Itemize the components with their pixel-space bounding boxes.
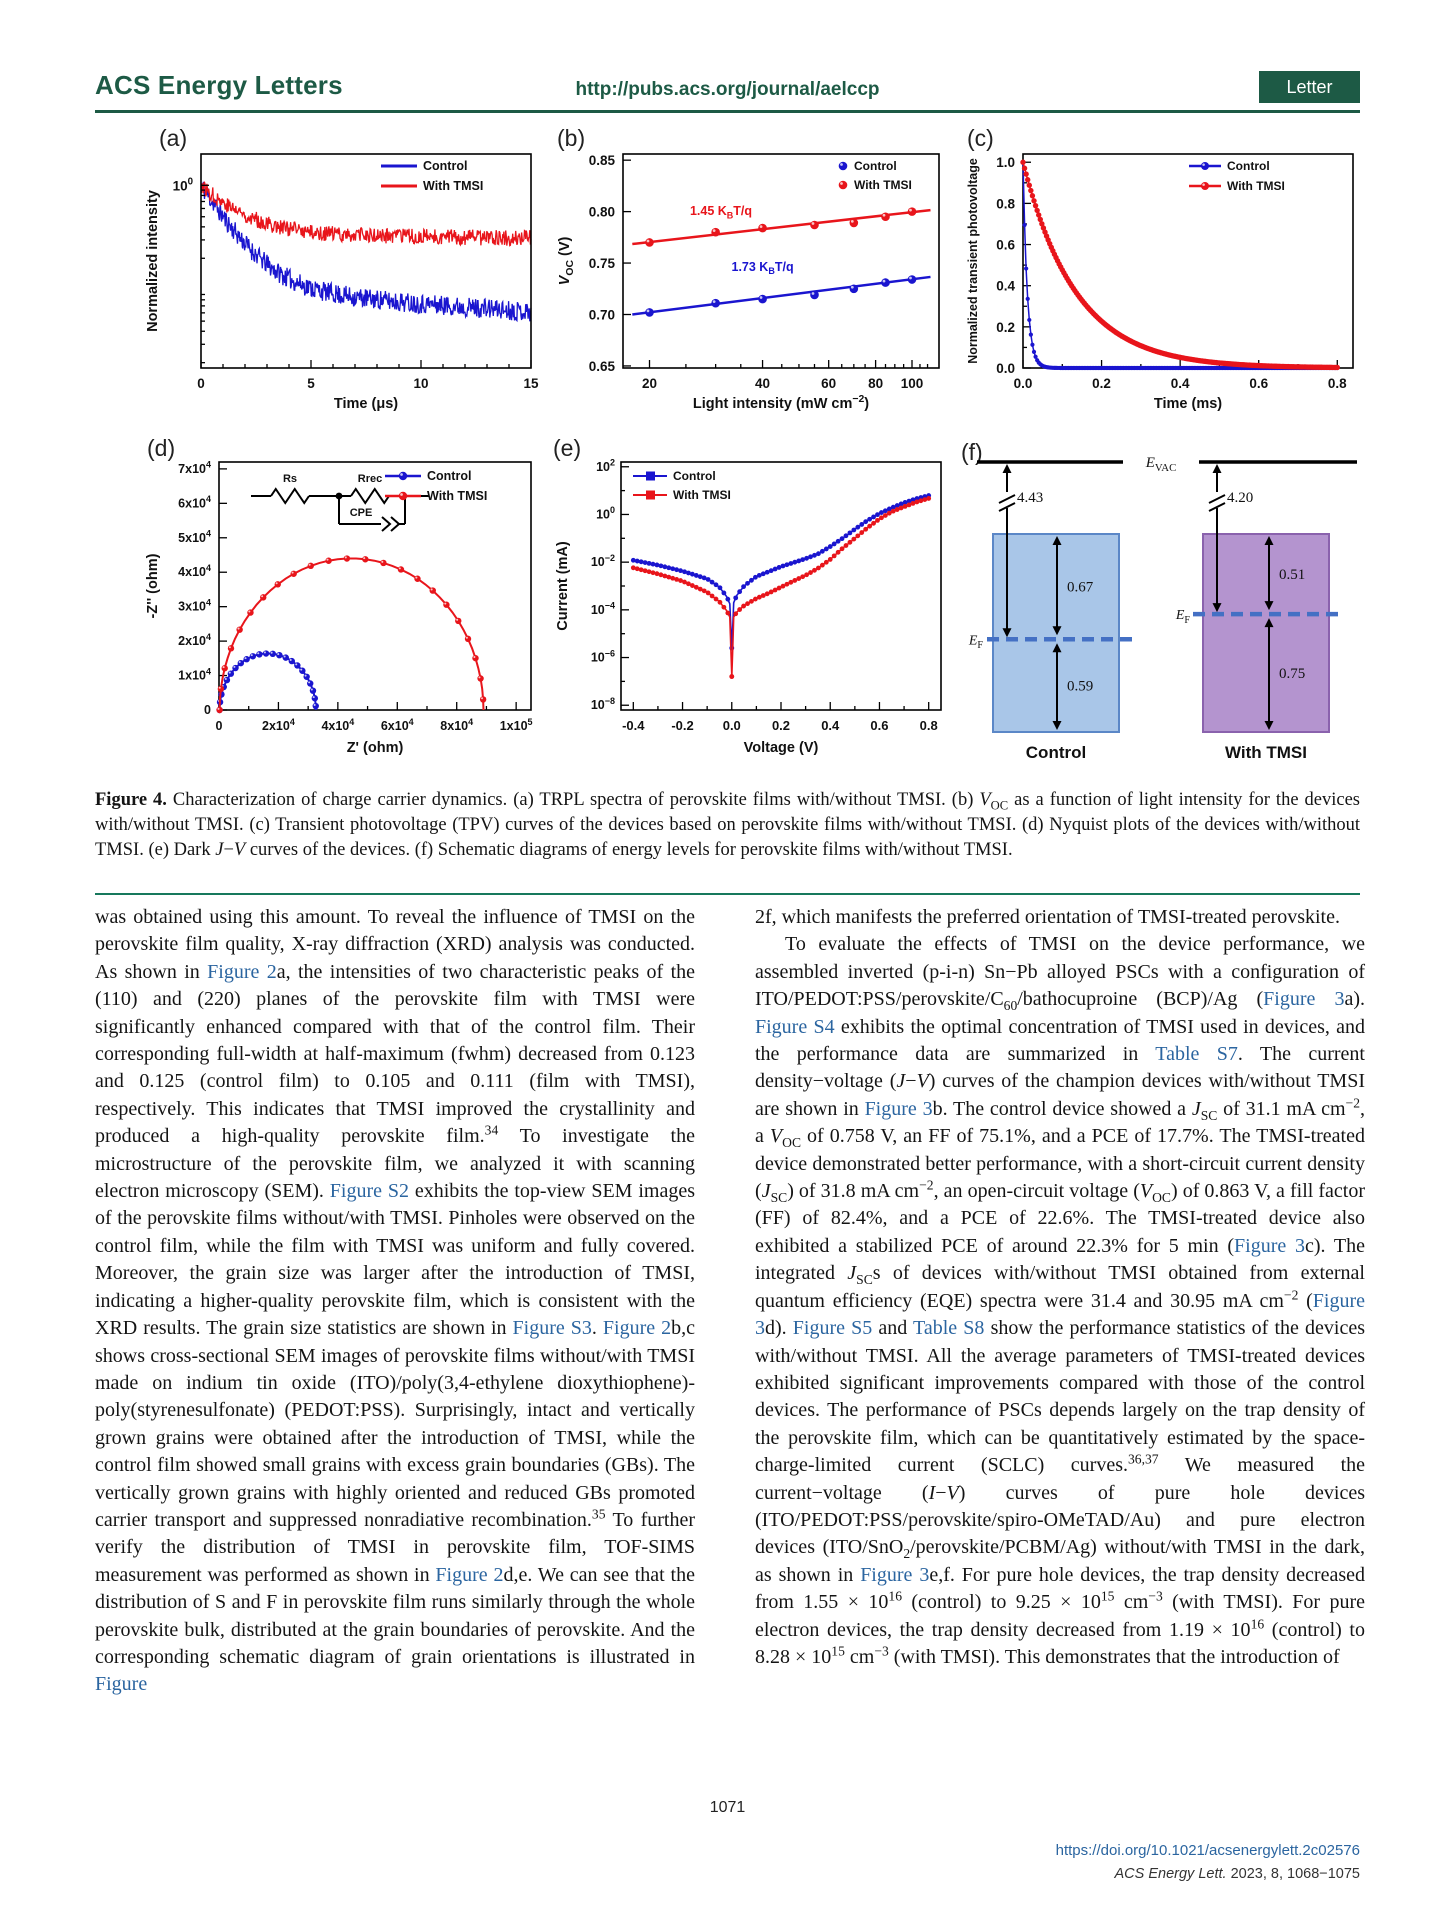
text: e,f. For pure hole devices, the trap density decreased from 1.55 × 10 (755, 1563, 1366, 1614)
text: s of devices with/without TMSI obtained from external quantum efficiency (EQE) spectra were 31.4 and 30.95 mA cm (755, 1262, 1365, 1312)
svg-text:2x104: $2x10^4$ (262, 716, 295, 733)
svg-text:Normalized intensity: Normalized intensity (145, 190, 161, 332)
text: d,e. We can see that the distribution of S and F in perovskite film runs similarly through the whole perovskite bulk, distributed at the grain boundaries of perovskite. And the corresponding schematic diagram of grain orientations is illustrated in (95, 1563, 695, 1668)
text-link[interactable]: Figure S3 (512, 1317, 592, 1340)
text: ) of 0.863 V, a fill factor (FF) of 82.4%, and a PCE of 22.6%. The TMSI-treated device also exhibited a stabilized PCE of around 22.3% for 5 min ( (755, 1180, 1365, 1257)
text: cm (844, 1645, 875, 1668)
text-link[interactable]: Figure S2 (329, 1180, 409, 1203)
svg-text:Normalized transient photovolt: Normalized transient photovoltage (966, 158, 980, 364)
svg-text:15: 15 (523, 376, 539, 391)
svg-text:Control: Control (1025, 743, 1087, 762)
text-link[interactable]: Figure S4 (755, 1015, 835, 1038)
svg-text:4x104: $4x10^4$ (178, 562, 211, 580)
svg-text:0.85: 0.85 (588, 153, 615, 169)
italic-text: J (761, 1180, 771, 1203)
svg-text:EF: $E_F$ (968, 633, 983, 651)
svg-text:Voltage (V): Voltage (V) (743, 740, 819, 756)
text: We measured the current−voltage ( (755, 1454, 1365, 1504)
text: − (935, 1481, 947, 1504)
svg-text:0.0: 0.0 (1013, 376, 1033, 391)
svg-text:1.73 KBT/q: 1.73 $K_BT/q$ (731, 259, 794, 277)
italic-text: V (946, 1481, 959, 1504)
text: of 0.758 V, an FF of 75.1%, and a PCE of 17.7%. The TMSI-treated device demonstrated better performance, with a short-circuit current density ( (755, 1125, 1365, 1203)
svg-text:0.51: 0.51 (1279, 567, 1306, 584)
subscript: SC (856, 1272, 873, 1288)
text: , a (755, 1097, 1365, 1148)
text: To investigate the microstructure of the perovskite film, we analyzed it with scanning electron microscopy (SEM). (95, 1125, 695, 1203)
svg-text:0.6: 0.6 (1249, 376, 1269, 391)
svg-text:0: 0 (215, 719, 223, 733)
text-link[interactable]: Figure (95, 1673, 148, 1696)
text-link[interactable]: Figure 3 (864, 1097, 933, 1120)
svg-text:With TMSI: With TMSI (673, 488, 731, 502)
text-link[interactable]: Figure S5 (792, 1317, 873, 1340)
superscript: −3 (874, 1643, 889, 1659)
superscript: −3 (1148, 1588, 1163, 1604)
svg-text:-0.2: -0.2 (671, 718, 694, 733)
svg-text:Control: Control (1227, 159, 1270, 173)
svg-text:10−2: $10^{-2}$ (590, 552, 615, 570)
text: /bathocuproine (BCP)/Ag ( (1017, 988, 1264, 1011)
figure-caption (95, 788, 1360, 863)
svg-text:Control: Control (673, 469, 716, 483)
text: Characterization of charge carrier dynamics. (a) TRPL spectra of perovskite films with/without TMSI. (b) (172, 790, 980, 810)
journal-url[interactable]: http://pubs.acs.org/journal/aelccp (575, 79, 880, 100)
panel-a-trpl-chart (133, 116, 543, 432)
svg-text:8x104: $8x10^4$ (440, 716, 474, 733)
text: . The current density−voltage ( (755, 1043, 1365, 1093)
svg-text:0.0: 0.0 (722, 718, 741, 733)
svg-text:3x104: $3x10^4$ (178, 597, 211, 614)
text: /perovskite/PCBM/Ag) without/with TMSI in the dark, as shown in (755, 1536, 1365, 1586)
svg-text:With TMSI: With TMSI (1227, 179, 1285, 193)
doi-link[interactable]: https://doi.org/10.1021/acsenergylett.2c02576 (1055, 1842, 1360, 1859)
svg-text:0.65: 0.65 (588, 358, 615, 374)
svg-text:0.70: 0.70 (588, 307, 615, 323)
subscript: SC (1200, 1107, 1218, 1123)
text: cm (1114, 1591, 1149, 1614)
svg-text:EVAC: $E_{VAC}$ (1145, 455, 1177, 474)
text: ) curves of the champion devices with/without TMSI are shown in (755, 1070, 1365, 1120)
svg-text:0.6: 0.6 (870, 718, 889, 733)
text: . (591, 1317, 603, 1340)
subscript: 60 (1003, 998, 1018, 1014)
body-paragraph (95, 904, 695, 1699)
svg-text:Time (ms): Time (ms) (1153, 396, 1223, 412)
subscript: OC (990, 798, 1009, 813)
text: and (872, 1317, 914, 1340)
superscript: 15 (1100, 1588, 1115, 1604)
panel-b-voc-chart (543, 116, 953, 432)
svg-text:6x104: $6x10^4$ (178, 494, 211, 511)
svg-text:VOC (V): $V_{OC}$ (V) (557, 236, 576, 286)
svg-text:EF: $E_F$ (1175, 608, 1190, 626)
italic-text: V (1139, 1180, 1153, 1203)
italic-text: V (769, 1125, 783, 1148)
svg-text:(d): (d) (147, 435, 176, 461)
svg-text:0.4: 0.4 (1170, 376, 1190, 391)
subscript: 2 (903, 1546, 911, 1562)
text: (control) to 8.28 × 10 (755, 1618, 1365, 1668)
svg-text:Time (μs): Time (μs) (333, 396, 399, 412)
text: ) curves of pure hole devices (ITO/PEDOT:PSS/perovskite/spiro-OMeTAD/Au) and pure electron devices (ITO/SnO (755, 1481, 1365, 1559)
superscript: 15 (831, 1643, 845, 1659)
svg-text:0.75: 0.75 (1279, 666, 1306, 683)
svg-text:1x105: $1x10^5$ (499, 716, 533, 733)
svg-text:Rrec: Rrec (357, 473, 383, 485)
italic-text: V (979, 790, 991, 810)
svg-text:Current (mA): Current (mA) (555, 541, 571, 631)
svg-text:0.75: 0.75 (588, 256, 615, 272)
text-link[interactable]: Table S8 (913, 1317, 985, 1340)
italic-text: J (1191, 1097, 1201, 1120)
svg-text:100: $10^0$ (596, 505, 615, 522)
svg-text:1x104: $1x10^4$ (178, 666, 211, 683)
superscript: 36,37 (1127, 1451, 1159, 1467)
panel-c-tpv-chart (953, 116, 1363, 432)
text-link[interactable]: Figure 2 (602, 1317, 672, 1340)
svg-text:Z' (ohm): Z' (ohm) (346, 740, 404, 756)
svg-text:0.8: 0.8 (919, 718, 938, 733)
text: (with TMSI). This demonstrates that the introduction of (888, 1645, 1340, 1668)
text-link[interactable]: Figure 2 (435, 1563, 504, 1586)
text: a). (1344, 988, 1365, 1011)
italic-text: J (847, 1262, 857, 1285)
svg-text:2x104: $2x10^4$ (178, 631, 211, 649)
subscript: OC (782, 1135, 802, 1151)
body-column-right (755, 904, 1365, 1671)
body-column-left (95, 904, 695, 1699)
text: exhibits the optimal concentration of TMSI used in devices, and the performance data are summarized in (755, 1015, 1366, 1066)
svg-text:0: 0 (204, 703, 211, 717)
text: − (905, 1070, 917, 1093)
section-divider (95, 893, 1360, 895)
svg-text:0.4: 0.4 (996, 278, 1015, 294)
svg-text:0.0: 0.0 (996, 361, 1015, 376)
text: 2f, which manifests the preferred orientation of TMSI-treated perovskite. (755, 906, 1340, 928)
superscript: −2 (1345, 1095, 1360, 1111)
panel-f-energy-diagram (953, 432, 1363, 782)
text-link[interactable]: Table S7 (1155, 1043, 1238, 1066)
svg-text:(e): (e) (553, 435, 582, 461)
superscript: 34 (484, 1122, 499, 1138)
body-paragraph (755, 931, 1365, 1671)
svg-text:0.59: 0.59 (1067, 678, 1094, 695)
svg-text:10: 10 (413, 376, 429, 391)
text: as a function of light intensity for the devices with/without TMSI. (c) Transient photovoltage (TPV) curves of the devices based on perovskite films with/without TMSI. (d) Nyquist plots of the devices with/without TMSI. (e) Dark (95, 790, 1360, 860)
svg-text:0.8: 0.8 (996, 196, 1015, 212)
svg-text:0.8: 0.8 (1327, 376, 1347, 391)
citation-block (95, 1840, 1360, 1885)
panel-e-darkjv-chart (543, 432, 953, 782)
italic-text: V (233, 840, 246, 860)
svg-text:Control: Control (427, 469, 472, 483)
svg-text:20: 20 (641, 376, 658, 391)
svg-text:CPE: CPE (349, 507, 373, 519)
figure-4 (133, 116, 1363, 782)
svg-text:5x104: $5x10^4$ (178, 528, 211, 545)
svg-text:(f): (f) (961, 439, 983, 465)
text: ( (1298, 1289, 1313, 1312)
text: , an open-circuit voltage ( (933, 1180, 1140, 1203)
text: b. The control device showed a (932, 1097, 1192, 1120)
italic-text: J (896, 1070, 906, 1093)
panel-d-nyquist-chart (133, 432, 543, 782)
text-link[interactable]: Figure 2 (207, 960, 277, 983)
italic-text: J (215, 840, 224, 860)
text-link[interactable]: Figure 3 (1234, 1234, 1305, 1257)
svg-text:0.6: 0.6 (996, 237, 1015, 253)
citation-detail: 2023, 8, 1068−1075 (1226, 1865, 1360, 1882)
text: was obtained using this amount. To reveal the influence of TMSI on the perovskite film quality, X-ray diffraction (XRD) analysis was conducted. As shown in (95, 906, 695, 983)
text: a, the intensities of two characteristic peaks of the (110) and (220) planes of the perovskite film with TMSI were significantly enhanced compared with that of the control film. Their corresponding full-width at half-maximum (fwhm) decreased from 0.123 and 0.125 (control film) to 0.105 and 0.111 (film with TMSI), respectively. This indicates that TMSI improved the crystallinity and produced a high-quality perovskite film. (95, 960, 696, 1148)
subscript: SC (770, 1190, 788, 1206)
letter-badge: Letter (1259, 71, 1360, 103)
header-rule (95, 110, 1360, 113)
page-number: 1071 (709, 1799, 746, 1816)
svg-text:0: 0 (197, 376, 205, 391)
svg-text:0.4: 0.4 (821, 718, 840, 733)
svg-text:4x104: $4x10^4$ (321, 716, 355, 733)
svg-text:10−6: $10^{-6}$ (590, 648, 615, 665)
svg-text:-0.4: -0.4 (622, 718, 645, 733)
svg-text:Control: Control (854, 159, 897, 173)
svg-text:0.80: 0.80 (588, 204, 615, 220)
text: d). (765, 1317, 793, 1340)
svg-text:-Z'' (ohm): -Z'' (ohm) (145, 553, 161, 619)
svg-text:5: 5 (307, 376, 315, 391)
text-link[interactable]: Figure 3 (755, 1289, 1365, 1340)
svg-text:40: 40 (755, 376, 771, 391)
superscript: 16 (888, 1588, 902, 1604)
svg-text:Light intensity (mW cm−2): Light intensity (mW $cm^{-2}$) (692, 393, 870, 412)
superscript: 35 (591, 1506, 606, 1522)
citation-journal: ACS Energy Lett. (1114, 1865, 1227, 1882)
text: To further verify the distribution of TMSI in perovskite film, TOF-SIMS measurement was performed as shown in (95, 1508, 696, 1586)
svg-text:102: $10^2$ (596, 457, 615, 474)
svg-text:With TMSI: With TMSI (427, 489, 488, 503)
superscript: −2 (919, 1177, 934, 1193)
svg-text:80: 80 (868, 376, 884, 391)
body-paragraph (755, 904, 1365, 931)
text-link[interactable]: Figure 3 (1263, 988, 1345, 1011)
text: To evaluate the effects of TMSI on the device performance, we assembled inverted (p-i-n) Sn−Pb alloyed PSCs with a configuration of ITO/PEDOT:PSS/perovskite/C (755, 933, 1365, 1011)
svg-text:4.20: 4.20 (1227, 490, 1254, 506)
journal-title: ACS Energy Letters (95, 70, 343, 100)
superscript: 16 (1250, 1615, 1265, 1631)
svg-text:With TMSI: With TMSI (423, 179, 484, 193)
subscript: OC (1152, 1190, 1171, 1206)
bold-text: Figure 4. (95, 790, 173, 810)
superscript: −2 (1283, 1287, 1299, 1303)
text: (control) to 9.25 × 10 (901, 1591, 1101, 1614)
svg-text:4.43: 4.43 (1017, 490, 1044, 506)
text: − (223, 840, 234, 860)
svg-text:0.2: 0.2 (1092, 376, 1111, 391)
svg-text:With TMSI: With TMSI (1225, 743, 1307, 762)
svg-text:Rs: Rs (282, 473, 298, 485)
svg-text:Control: Control (423, 159, 468, 173)
svg-text:6x104: $6x10^4$ (380, 716, 414, 733)
svg-text:7x104: $7x10^4$ (178, 459, 211, 476)
svg-text:(b): (b) (557, 125, 586, 151)
italic-text: V (916, 1070, 929, 1093)
text: ) of 31.8 mA cm (787, 1180, 920, 1203)
text: exhibits the top-view SEM images of the perovskite films without/with TMSI. Pinholes were observed on the control film, while the film with TMSI was uniform and fully covered. Moreover, the grain size was larger after the introduction of TMSI, indicating a higher-quality perovskite film, which is consistent with the XRD results. The grain size statistics are shown in (95, 1180, 695, 1340)
svg-text:1.0: 1.0 (996, 155, 1015, 171)
svg-text:1.45 KBT/q: 1.45 $K_BT/q$ (689, 204, 753, 221)
svg-text:100: $10^0$ (172, 176, 193, 194)
svg-text:10−8: $10^{-8}$ (590, 695, 615, 713)
svg-text:60: 60 (821, 376, 837, 391)
italic-text: I (928, 1481, 936, 1504)
svg-text:0.2: 0.2 (771, 718, 791, 733)
svg-text:100: 100 (900, 376, 924, 391)
svg-text:0.2: 0.2 (996, 319, 1015, 335)
text-link[interactable]: Figure 3 (860, 1563, 930, 1586)
svg-text:10−4: $10^{-4}$ (590, 600, 615, 617)
text: b,c shows cross-sectional SEM images of perovskite films without/with TMSI made on indium tin oxide (ITO)/poly(3,4-ethylene dioxythiophene)-poly(styrenesulfonate) (PEDOT:PSS). Surprisingly, intact and vertically grown grains were obtained after the introduction of TMSI, while the control film showed small grains with excess grain boundaries (GBs). The vertically grown grains with highly oriented and reduced GBs promoted carrier transport and suppressed nonradiative recombination. (95, 1317, 696, 1531)
text: (with TMSI). For pure electron devices, the trap density decreased from 1.19 × 10 (755, 1591, 1366, 1641)
text: show the performance statistics of the devices with/without TMSI. All the average parameters of TMSI-treated devices exhibited significant improvements compared with those of the control devices. The performance of PSCs depends largely on the trap density of the perovskite film, which can be quantitatively estimated by the space-charge-limited current (SCLC) curves. (755, 1317, 1365, 1477)
svg-text:0.67: 0.67 (1067, 579, 1094, 596)
svg-text:With TMSI: With TMSI (854, 178, 912, 192)
svg-text:(c): (c) (967, 125, 994, 151)
svg-text:(a): (a) (159, 125, 188, 151)
text: c). The integrated (755, 1234, 1365, 1285)
text: of 31.1 mA cm (1217, 1097, 1346, 1120)
text: curves of the devices. (f) Schematic diagrams of energy levels for perovskite films with/without TMSI. (245, 840, 1013, 860)
